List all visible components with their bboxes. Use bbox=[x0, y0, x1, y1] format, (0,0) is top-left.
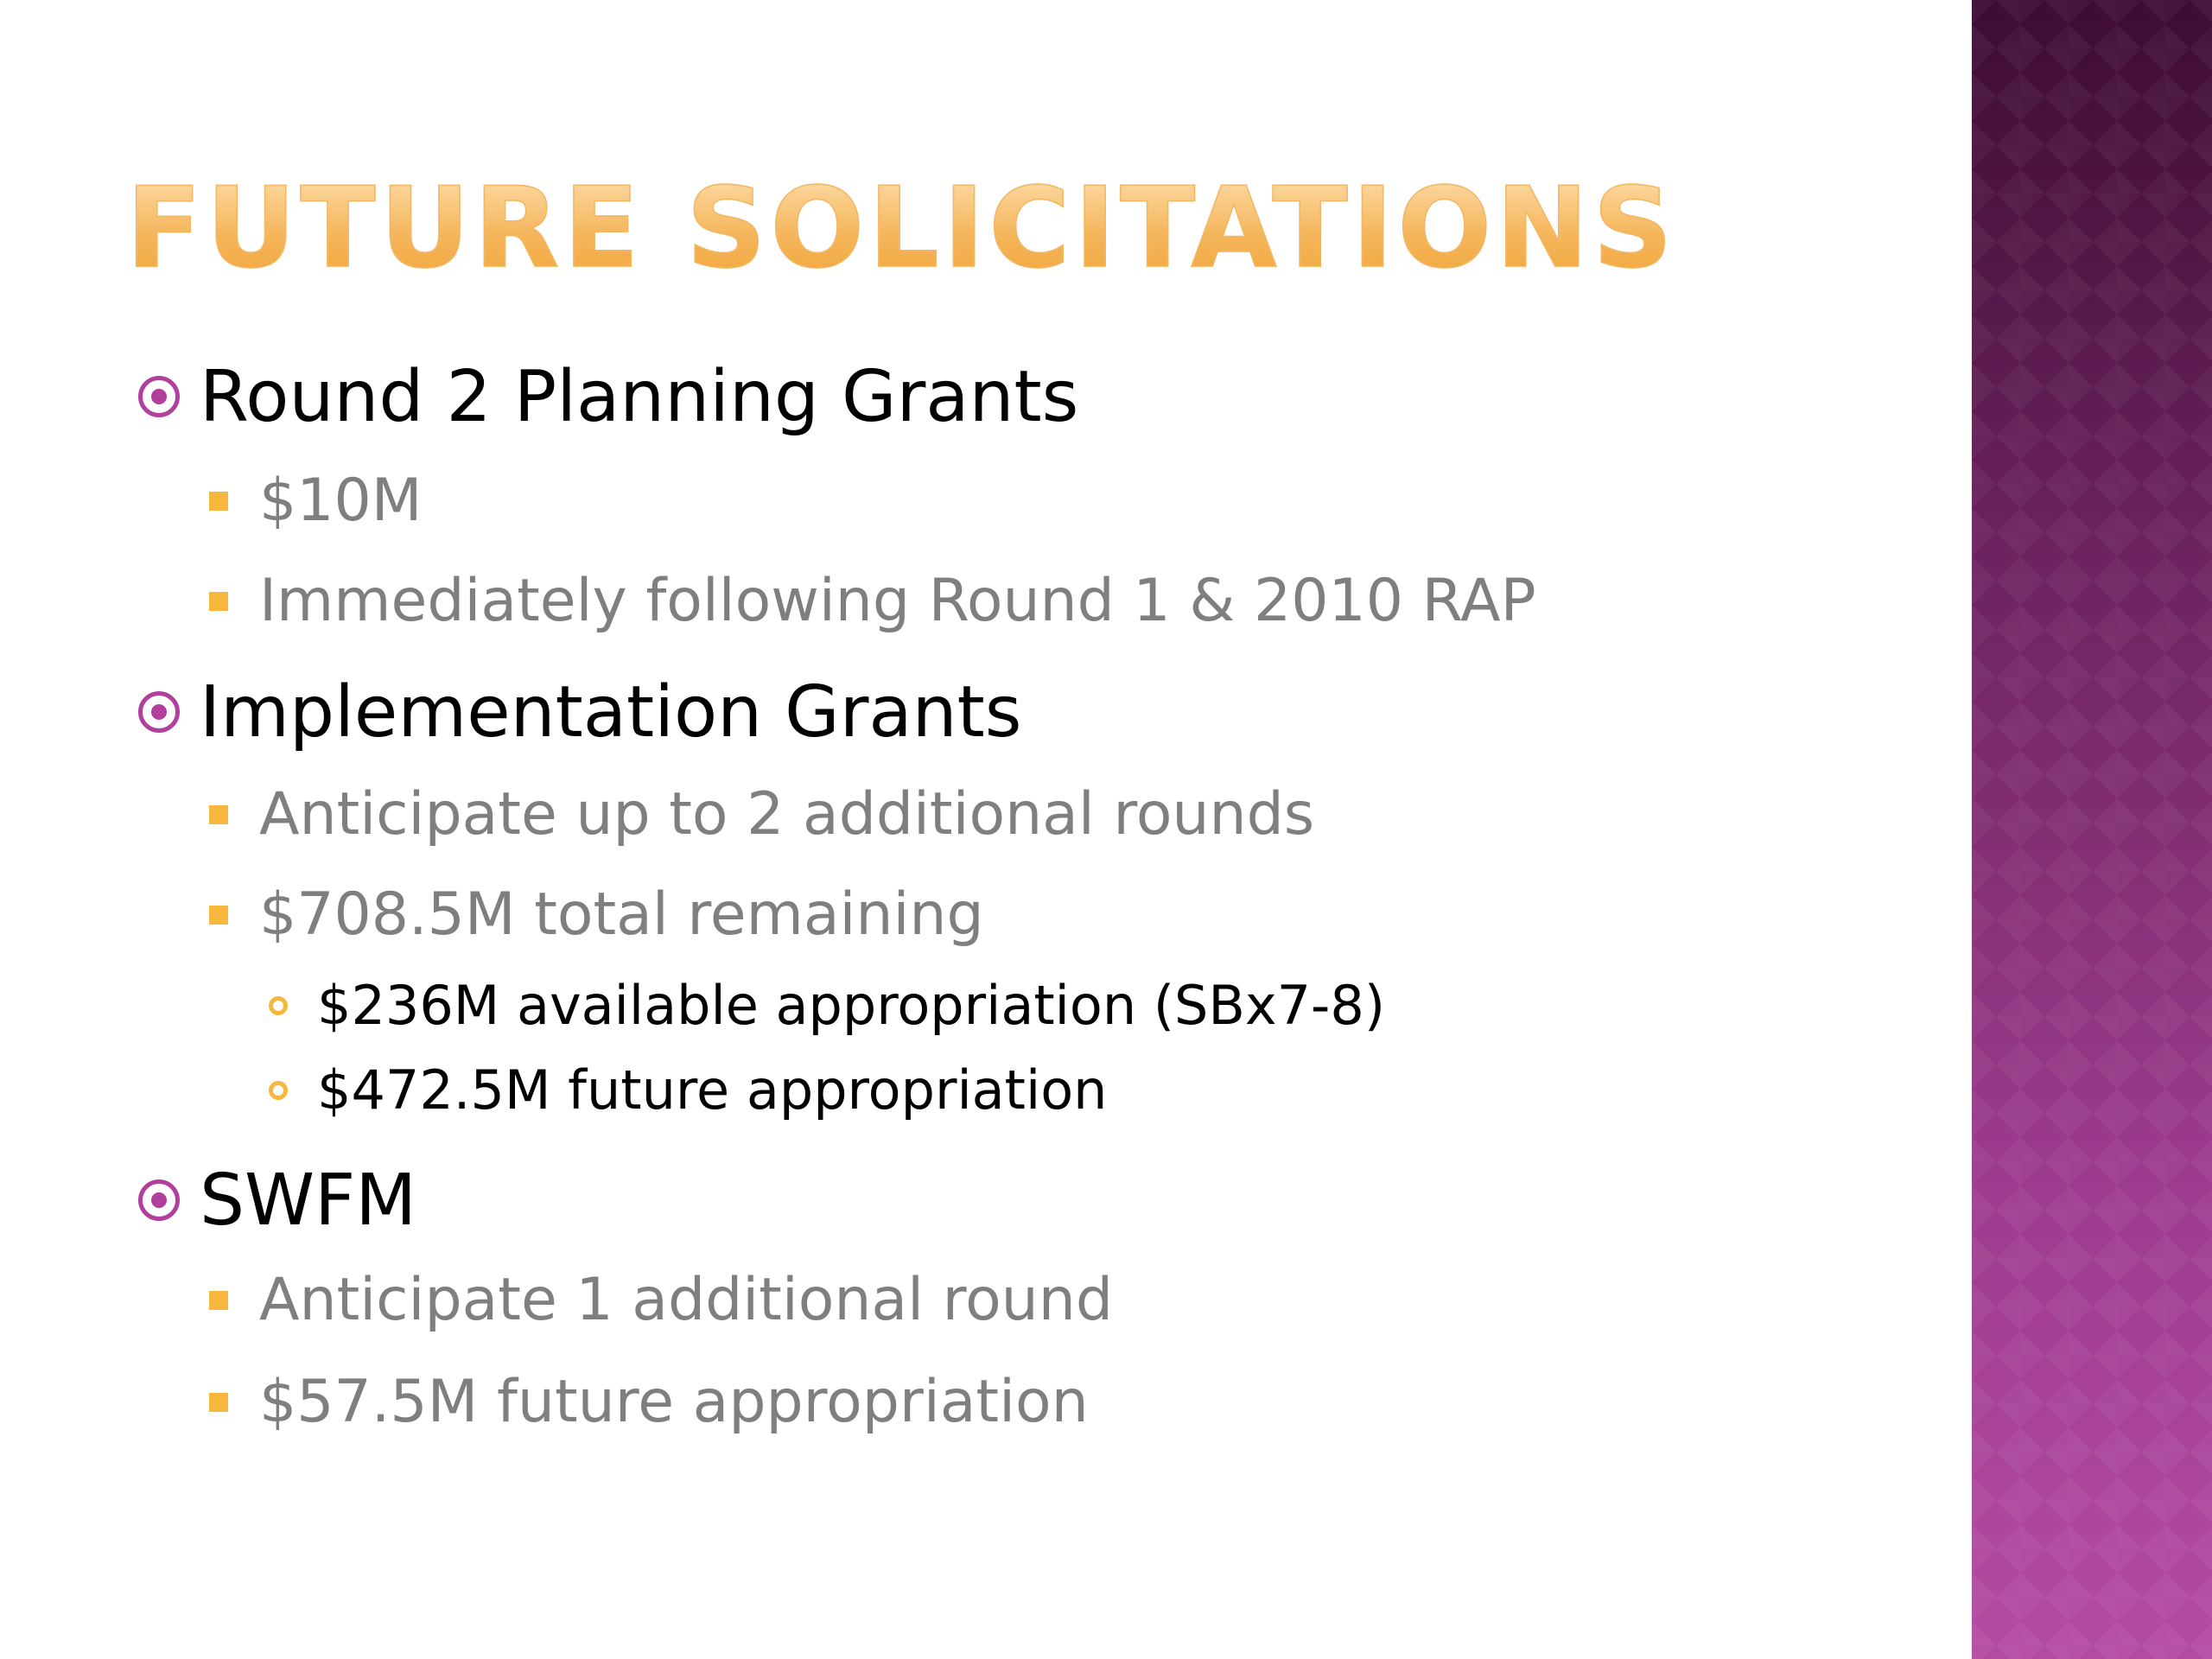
square-bullet-icon bbox=[209, 1291, 228, 1310]
circled-dot-bullet-icon bbox=[138, 376, 180, 417]
list-item: Anticipate up to 2 additional rounds bbox=[259, 780, 1315, 849]
sub-list-item: $472.5M future appropriation bbox=[317, 1058, 1108, 1122]
section-heading-implementation: Implementation Grants bbox=[200, 671, 1022, 753]
ring-bullet-icon bbox=[269, 996, 288, 1015]
slide-title: FUTURE SOLICITATIONS bbox=[126, 164, 1677, 293]
list-item: $57.5M future appropriation bbox=[259, 1368, 1089, 1436]
section-heading-round2-planning: Round 2 Planning Grants bbox=[200, 356, 1079, 438]
list-item: Anticipate 1 additional round bbox=[259, 1266, 1114, 1334]
list-item: $10M bbox=[259, 467, 423, 535]
square-bullet-icon bbox=[209, 1393, 228, 1412]
square-bullet-icon bbox=[209, 592, 228, 611]
list-item: Immediately following Round 1 & 2010 RAP bbox=[259, 567, 1536, 635]
sub-list-item: $236M available appropriation (SBx7-8) bbox=[317, 974, 1386, 1037]
square-bullet-icon bbox=[209, 805, 228, 824]
circled-dot-bullet-icon bbox=[138, 1179, 180, 1221]
square-bullet-icon bbox=[209, 492, 228, 511]
decorative-side-band bbox=[1972, 0, 2212, 1659]
circled-dot-bullet-icon bbox=[138, 691, 180, 733]
diamond-pattern bbox=[1972, 0, 2212, 1659]
list-item: $708.5M total remaining bbox=[259, 880, 984, 949]
ring-bullet-icon bbox=[269, 1081, 288, 1100]
section-heading-swfm: SWFM bbox=[200, 1160, 417, 1242]
square-bullet-icon bbox=[209, 906, 228, 925]
